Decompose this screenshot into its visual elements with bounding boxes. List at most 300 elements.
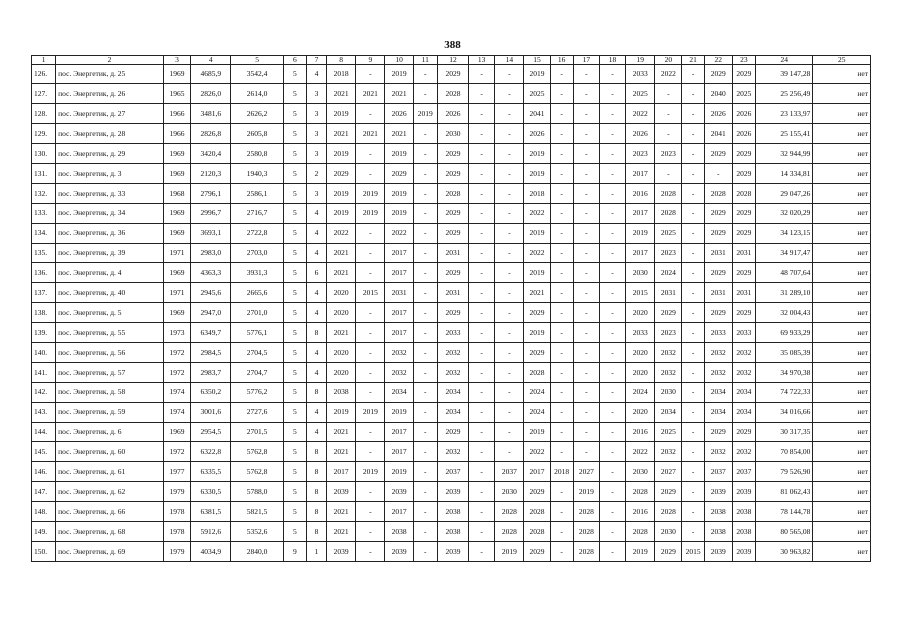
table-cell: - [682,323,704,343]
address-cell: пос. Энергетик, д. 34 [56,203,164,223]
table-cell: 2704,5 [231,342,283,362]
flag-cell: нет [813,541,871,561]
table-cell: 2028 [573,541,599,561]
table-cell: 2021 [327,263,356,283]
table-cell: - [356,163,385,183]
table-cell: 1972 [163,362,190,382]
table-cell: 2722,8 [231,223,283,243]
table-cell: - [573,183,599,203]
flag-cell: нет [813,362,871,382]
table-cell: 2017 [385,422,413,442]
table-cell: 3 [306,124,326,144]
table-cell: 2039 [385,482,413,502]
table-cell: - [356,263,385,283]
table-cell: - [599,124,625,144]
table-cell: 2826,8 [191,124,231,144]
table-cell: 2031 [385,283,413,303]
table-cell: 2032 [704,362,732,382]
table-row [32,203,871,223]
table-cell: 2019 [385,183,413,203]
table-cell: 5 [283,283,306,303]
address-cell: пос. Энергетик, д. 55 [56,323,164,343]
table-cell: 2031 [732,283,755,303]
table-cell: 2032 [385,342,413,362]
table-cell: - [682,502,704,522]
table-cell: 2022 [626,104,655,124]
table-cell: 2029 [704,144,732,164]
table-cell: - [599,303,625,323]
table-cell: - [356,223,385,243]
table-cell: 2021 [356,84,385,104]
column-header: 4 [191,56,231,65]
table-cell: 2029 [704,64,732,84]
table-cell: 2033 [626,323,655,343]
table-cell: 4034,9 [191,541,231,561]
column-header: 10 [385,56,413,65]
table-cell: - [469,323,495,343]
column-header: 23 [732,56,755,65]
table-cell: 4 [306,362,326,382]
table-cell: 2019 [626,541,655,561]
table-cell: - [413,323,437,343]
address-cell: пос. Энергетик, д. 25 [56,64,164,84]
table-row [32,521,871,541]
column-header: 11 [413,56,437,65]
table-cell: 2032 [732,362,755,382]
table-cell: - [599,362,625,382]
row-number-cell: 131. [32,163,56,183]
table-cell: 2019 [626,223,655,243]
table-cell: 5 [283,422,306,442]
page-number: 388 [444,39,461,51]
table-cell: - [413,64,437,84]
table-cell: - [682,462,704,482]
table-cell: 2028 [524,521,550,541]
table-cell: - [413,482,437,502]
table-cell: - [573,303,599,323]
table-cell: 2029 [437,303,468,323]
table-cell: 5788,0 [231,482,283,502]
column-header: 1 [32,56,56,65]
table-cell: - [550,323,573,343]
table-cell: - [573,144,599,164]
flag-cell: нет [813,124,871,144]
table-cell: - [495,64,524,84]
table-cell: 1968 [163,183,190,203]
table-cell: 2017 [626,243,655,263]
housing-repair-schedule-table [31,55,871,562]
table-cell: 2037 [437,462,468,482]
table-cell: 2586,1 [231,183,283,203]
table-cell: 2120,3 [191,163,231,183]
table-cell: - [413,521,437,541]
table-cell: 2021 [327,84,356,104]
table-cell: 2019 [327,104,356,124]
table-cell: 2017 [385,303,413,323]
table-cell: - [356,362,385,382]
table-cell: 2021 [385,84,413,104]
table-cell: 2032 [437,362,468,382]
table-cell: - [550,263,573,283]
cost-cell: 80 565,08 [755,521,812,541]
table-cell: 2996,7 [191,203,231,223]
table-cell: 2039 [385,541,413,561]
table-cell: 2019 [356,402,385,422]
table-cell: 2029 [732,223,755,243]
table-cell: 1969 [163,303,190,323]
table-cell: 5 [283,303,306,323]
table-cell: - [599,203,625,223]
table-cell: - [413,303,437,323]
table-cell: - [469,541,495,561]
table-cell: 2019 [356,183,385,203]
table-cell: 2038 [732,502,755,522]
table-cell: - [599,382,625,402]
column-header: 13 [469,56,495,65]
table-cell: - [550,163,573,183]
table-cell: 2796,1 [191,183,231,203]
row-number-cell: 145. [32,442,56,462]
table-cell: 2026 [732,104,755,124]
table-cell: 4 [306,283,326,303]
table-cell: 2030 [626,263,655,283]
table-cell: 2016 [626,422,655,442]
row-number-cell: 135. [32,243,56,263]
table-row [32,84,871,104]
table-cell: 1971 [163,243,190,263]
table-cell: 1977 [163,462,190,482]
flag-cell: нет [813,342,871,362]
row-number-cell: 128. [32,104,56,124]
table-cell: - [495,442,524,462]
table-cell: 6350,2 [191,382,231,402]
table-cell: 2031 [437,283,468,303]
table-row [32,462,871,482]
table-cell: 2032 [704,442,732,462]
address-cell: пос. Энергетик, д. 36 [56,223,164,243]
table-cell: 2704,7 [231,362,283,382]
table-cell: - [550,243,573,263]
table-cell: 6381,5 [191,502,231,522]
table-cell: - [550,303,573,323]
address-cell: пос. Энергетик, д. 40 [56,283,164,303]
table-cell: - [550,124,573,144]
cost-cell: 35 085,39 [755,342,812,362]
table-cell: 2039 [437,482,468,502]
table-cell: - [356,243,385,263]
table-cell: 2029 [704,422,732,442]
table-cell: 2022 [524,203,550,223]
column-number-row [32,56,871,65]
table-cell: - [469,243,495,263]
table-cell: 3693,1 [191,223,231,243]
table-cell: - [599,502,625,522]
table-cell: 8 [306,382,326,402]
row-number-cell: 136. [32,263,56,283]
table-cell: - [599,521,625,541]
table-cell: 4 [306,243,326,263]
table-cell: 2029 [524,342,550,362]
table-cell: - [469,223,495,243]
table-cell: - [469,521,495,541]
table-cell: - [573,402,599,422]
table-cell: 2029 [655,482,682,502]
table-cell: 2038 [437,502,468,522]
table-cell: 5 [283,521,306,541]
table-cell: - [573,84,599,104]
table-cell: 5 [283,323,306,343]
table-cell: 2026 [626,124,655,144]
table-cell: 5 [283,382,306,402]
row-number-cell: 146. [32,462,56,482]
table-cell: 5 [283,183,306,203]
table-cell: 2022 [385,223,413,243]
row-number-cell: 127. [32,84,56,104]
column-header: 3 [163,56,190,65]
table-cell: 2025 [655,422,682,442]
table-cell: 2029 [437,144,468,164]
table-cell: - [413,183,437,203]
table-cell: 1966 [163,104,190,124]
table-row [32,362,871,382]
table-cell: 2017 [626,203,655,223]
table-cell: 2029 [385,163,413,183]
table-cell: 2 [306,163,326,183]
table-cell: 2019 [524,144,550,164]
table-cell: - [356,303,385,323]
table-cell: 2017 [626,163,655,183]
table-cell: - [413,502,437,522]
table-cell: 2030 [655,382,682,402]
table-cell: 5912,6 [191,521,231,541]
column-header: 21 [682,56,704,65]
table-cell: 2626,2 [231,104,283,124]
table-cell: 2029 [524,482,550,502]
cost-cell: 39 147,28 [755,64,812,84]
table-cell: - [682,163,704,183]
table-cell: - [469,422,495,442]
table-cell: - [413,283,437,303]
table-cell: - [469,382,495,402]
table-cell: - [599,422,625,442]
table-cell: 2032 [655,442,682,462]
column-header: 12 [437,56,468,65]
table-cell: 2026 [437,104,468,124]
table-cell: - [573,422,599,442]
flag-cell: нет [813,163,871,183]
table-cell: 2034 [437,382,468,402]
table-cell: 2022 [655,64,682,84]
table-cell: - [550,502,573,522]
table-cell: - [495,84,524,104]
flag-cell: нет [813,422,871,442]
table-cell: - [599,482,625,502]
table-row [32,163,871,183]
table-cell: 2038 [732,521,755,541]
table-cell: - [356,502,385,522]
table-cell: - [550,521,573,541]
table-cell: 2026 [385,104,413,124]
cost-cell: 30 317,35 [755,422,812,442]
table-cell: 2021 [327,243,356,263]
cost-cell: 29 047,26 [755,183,812,203]
table-cell: 2984,5 [191,342,231,362]
table-cell: - [469,502,495,522]
table-cell: 5 [283,263,306,283]
table-cell: - [495,223,524,243]
table-cell: - [573,362,599,382]
table-cell: 1972 [163,342,190,362]
table-cell: 2039 [437,541,468,561]
table-cell: 2040 [704,84,732,104]
table-cell: 2605,8 [231,124,283,144]
table-cell: - [356,422,385,442]
table-cell: - [413,362,437,382]
table-cell: 2019 [524,323,550,343]
table-cell: - [682,223,704,243]
column-header: 18 [599,56,625,65]
table-cell: - [413,223,437,243]
table-cell: - [599,64,625,84]
table-cell: - [599,442,625,462]
table-cell: 2028 [573,502,599,522]
cost-cell: 81 062,43 [755,482,812,502]
column-header: 15 [524,56,550,65]
address-cell: пос. Энергетик, д. 33 [56,183,164,203]
flag-cell: нет [813,283,871,303]
table-cell: - [469,482,495,502]
table-cell: 2039 [732,541,755,561]
table-cell: 2029 [655,303,682,323]
table-cell: 2022 [327,223,356,243]
table-cell: - [356,342,385,362]
row-number-cell: 133. [32,203,56,223]
table-cell: 5 [283,84,306,104]
table-cell: 1969 [163,422,190,442]
table-row [32,482,871,502]
table-cell: 2026 [704,104,732,124]
flag-cell: нет [813,482,871,502]
table-cell: 5 [283,462,306,482]
table-cell: - [599,223,625,243]
row-number-cell: 126. [32,64,56,84]
flag-cell: нет [813,521,871,541]
table-cell: - [550,84,573,104]
table-cell: 8 [306,323,326,343]
table-cell: 2034 [732,382,755,402]
table-cell: 2019 [327,402,356,422]
table-row [32,303,871,323]
table-cell: 6335,5 [191,462,231,482]
table-cell: 5 [283,402,306,422]
cost-cell: 32 944,99 [755,144,812,164]
table-cell: 2021 [327,521,356,541]
table-cell: 2039 [704,541,732,561]
column-header: 7 [306,56,326,65]
table-cell: 2038 [704,521,732,541]
table-cell: 2030 [437,124,468,144]
table-cell: - [413,462,437,482]
table-cell: - [495,362,524,382]
table-cell: 2580,8 [231,144,283,164]
table-cell: 4363,3 [191,263,231,283]
table-cell: 2039 [732,482,755,502]
table-cell: - [682,283,704,303]
table-cell: 2017 [385,263,413,283]
cost-cell: 79 526,90 [755,462,812,482]
table-cell: - [495,183,524,203]
table-cell: 2019 [385,462,413,482]
table-cell: - [655,124,682,144]
table-cell: 8 [306,482,326,502]
table-cell: 2029 [732,64,755,84]
table-cell: 2031 [704,283,732,303]
table-cell: - [469,362,495,382]
table-cell: 8 [306,462,326,482]
table-cell: - [550,183,573,203]
table-cell: - [573,64,599,84]
table-row [32,243,871,263]
table-cell: 2020 [626,402,655,422]
table-cell: 2019 [413,104,437,124]
table-cell: - [495,144,524,164]
table-cell: 2029 [732,163,755,183]
table-cell: 2840,0 [231,541,283,561]
table-cell: 2034 [385,382,413,402]
table-cell: 5 [283,223,306,243]
table-cell: 2983,7 [191,362,231,382]
cost-cell: 31 289,10 [755,283,812,303]
table-cell: 1979 [163,541,190,561]
flag-cell: нет [813,104,871,124]
table-cell: 2701,5 [231,422,283,442]
table-row [32,144,871,164]
table-cell: 2029 [732,263,755,283]
table-cell: 2025 [626,84,655,104]
table-cell: 3542,4 [231,64,283,84]
column-header: 14 [495,56,524,65]
table-cell: 1969 [163,223,190,243]
table-cell: 2033 [626,64,655,84]
table-cell: 2017 [385,502,413,522]
table-cell: 2031 [655,283,682,303]
table-cell: - [356,442,385,462]
table-cell: 2021 [385,124,413,144]
table-cell: 2034 [704,402,732,422]
column-header: 17 [573,56,599,65]
table-cell: 2018 [550,462,573,482]
table-cell: - [573,382,599,402]
table-cell: 2015 [626,283,655,303]
table-cell: 5821,5 [231,502,283,522]
table-cell: 2019 [385,144,413,164]
address-cell: пос. Энергетик, д. 68 [56,521,164,541]
table-cell: 2034 [704,382,732,402]
table-cell: - [469,104,495,124]
table-cell: - [682,442,704,462]
cost-cell: 14 334,81 [755,163,812,183]
table-cell: 2032 [655,342,682,362]
table-cell: - [599,323,625,343]
table-cell: 5762,8 [231,442,283,462]
table-cell: 6349,7 [191,323,231,343]
table-cell: - [550,402,573,422]
table-cell: 2029 [437,203,468,223]
table-cell: 2029 [732,303,755,323]
table-cell: 2017 [385,442,413,462]
table-cell: - [682,64,704,84]
table-cell: 2038 [327,382,356,402]
